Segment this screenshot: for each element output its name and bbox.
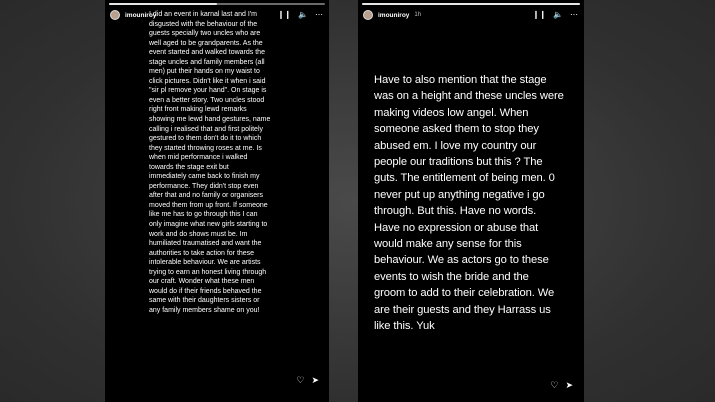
avatar[interactable] <box>110 10 120 20</box>
story-text: I did an event in karnal last and I'm disgusted with the behaviour of the guests specially two uncles who are well aged to be grandparents. As the event started and walked towards the stage uncles and family members (all men) put their hands on my waist to click pictures. Didn't like it when i said "sir pl remove your hand". On stage is even a better story. Two uncles stood right front making lewd remarks showing me lewd hand gestures, name calling i realised that and first politely gestured to them don't do it to which they started throwing roses at me. Is when mid performance i walked towards the stage exit but immediately came back to finish my performance. They didn't stop even after that and no family or organisers moved them from up front. If someone like me has to go through this I can only imagine what new girls starting to work and do shows must be. Im humiliated traumatised and want the authorities to take action for these intolerable behaviour. We are artists trying to earn an honest living through our craft. Wonder what these men would do if their friends behaved the same with their daughters sisters or any family members shame on you! <box>149 11 271 314</box>
story-progress-fill <box>362 3 580 5</box>
heart-icon[interactable]: ♡ <box>550 380 559 390</box>
story-actions <box>296 376 319 385</box>
heart-icon[interactable]: ♡ <box>296 375 305 385</box>
story-header <box>363 8 578 22</box>
story-progress-fill <box>109 3 217 5</box>
send-icon[interactable]: ➤ <box>311 375 319 385</box>
mute-icon[interactable]: 🔈 <box>298 10 308 19</box>
avatar[interactable] <box>363 10 373 20</box>
story-text: Have to also mention that the stage was on a height and these uncles were making videos low angel. When someone asked them to stop they abused em. I love my country our people our traditions but this ? The guts. The entitlement of being men. 0 never put up anything negative i go through. But this. Have no words. Have no expression or abuse that would make any sense for this behaviour. We as actors go to these events to wish the bride and the groom to add to their celebration. We are their guests and they Harrass us like this. Yuk <box>374 74 564 333</box>
story-panel-right <box>358 0 584 402</box>
header-controls <box>533 11 578 19</box>
send-icon[interactable]: ➤ <box>565 380 573 390</box>
username[interactable]: imouniroy <box>125 11 157 19</box>
story-progress-bar <box>362 3 580 5</box>
username[interactable]: imouniroy <box>378 11 410 19</box>
pause-icon[interactable]: ❙❙ <box>277 10 292 19</box>
more-icon[interactable]: ⋯ <box>315 10 323 19</box>
more-icon[interactable]: ⋯ <box>570 10 578 19</box>
story-actions <box>550 381 573 390</box>
pause-icon[interactable]: ❙❙ <box>532 10 547 19</box>
story-panel-left <box>105 0 329 402</box>
mute-icon[interactable]: 🔈 <box>553 10 563 19</box>
story-progress-bar <box>109 3 325 5</box>
time-ago: 1h <box>414 12 422 18</box>
